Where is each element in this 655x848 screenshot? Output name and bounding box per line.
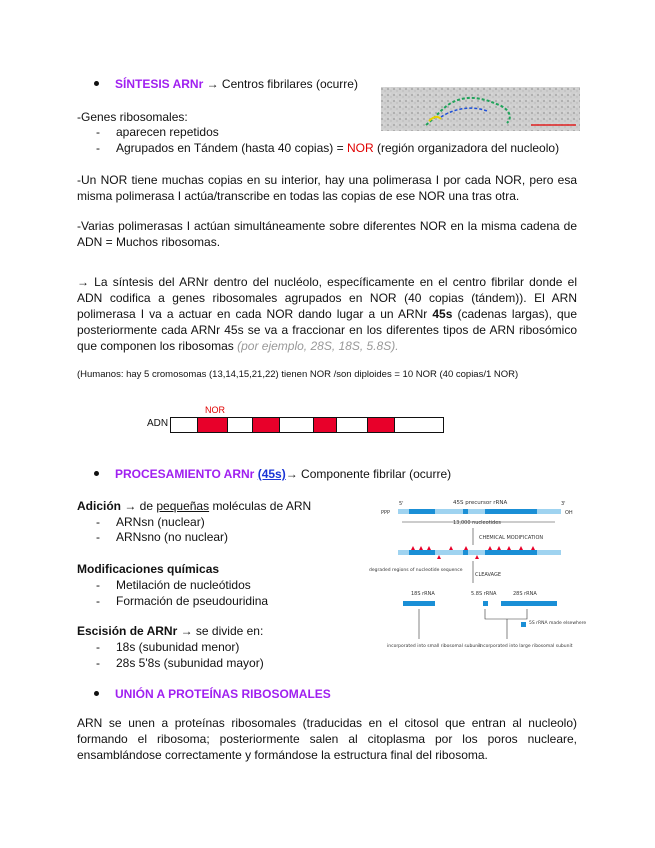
micrograph-image [381, 87, 580, 131]
escision-title: Escisión de ARNr [77, 624, 178, 638]
modificaciones-title: Modificaciones químicas [77, 562, 220, 576]
adicion-title: Adición [77, 499, 121, 513]
label-length: 13,000 nucleotides [453, 520, 501, 526]
label-oh: OH [565, 510, 573, 516]
genes-item-2 [116, 140, 559, 156]
label-5s: 5S rRNA made elsewhere [529, 621, 587, 626]
nor-segment [313, 418, 337, 432]
bullet [94, 691, 99, 696]
sintesis-title: SÍNTESIS ARNr [115, 77, 204, 91]
label-degraded: degraded regions of nucleotide sequence [369, 568, 463, 573]
dash: - [96, 656, 100, 670]
label-28s: 28S rRNA [513, 591, 537, 597]
dash: - [96, 125, 100, 139]
dash: - [96, 530, 100, 544]
sintesis-para-bold: 45s [432, 307, 453, 321]
final-58s [483, 601, 488, 606]
sintesis-para-example: (por ejemplo, 28S, 18S, 5.8S). [237, 339, 399, 353]
label-3prime: 3' [561, 501, 566, 507]
micrograph-drawing [381, 87, 580, 131]
label-large-subunit: incorporated into large ribosomal subunit [479, 644, 573, 649]
paragraph-nor-copies: -Un NOR tiene muchas copias en su interior, hay una polimerasa I por cada NOR, pero esa misma polimerasa I actúa/transcribe en todas las copias de ese NOR una tras otra. [77, 173, 577, 203]
dash: - [96, 515, 100, 529]
procesamiento-arrow-text: → Componente fibrilar (ocurre) [285, 467, 452, 481]
genes-item-2-text: Agrupados en Tándem (hasta 40 copias) = [116, 141, 344, 155]
escision-heading [77, 623, 263, 639]
sintesis-arrow-text: → Centros fibrilares (ocurre) [206, 77, 358, 91]
label-58s: 5.8S rRNA [471, 591, 497, 597]
label-chem-mod: CHEMICAL MODIFICATION [479, 535, 544, 541]
bullet [94, 81, 99, 86]
dna-nor-label: NOR [205, 405, 225, 415]
modified-58s [463, 550, 468, 555]
esc-item-1: 18s (subunidad menor) [116, 640, 240, 654]
label-ppp: PPP [381, 510, 391, 516]
dna-strand [170, 417, 444, 433]
paragraph-polimerasas: -Varias polimerasas I actúan simultáneamente sobre diferentes NOR en la misma cadena de ADN = Muchos ribosomas. [77, 219, 577, 249]
dash: - [96, 141, 100, 155]
label-precursor: 45S precursor rRNA [453, 500, 508, 506]
adicion-arrow: → de [124, 499, 154, 513]
dash: - [96, 594, 100, 608]
final-18s [403, 601, 435, 606]
precursor-18s [409, 509, 435, 514]
adicion-rest: moléculas de ARN [212, 499, 312, 513]
paragraph-sintesis [77, 274, 577, 354]
dash: - [96, 578, 100, 592]
adicion-heading [77, 498, 311, 514]
section-title-sintesis [115, 76, 358, 92]
nor-segment [367, 418, 395, 432]
humans-note: (Humanos: hay 5 cromosomas (13,14,15,21,22) tienen NOR /son diploides = 10 NOR (40 copias/1 NOR) [77, 369, 519, 380]
genes-item-1: aparecen repetidos [116, 125, 219, 139]
label-cleavage: CLEAVAGE [475, 572, 502, 578]
mod-item-2: Formación de pseudouridina [116, 594, 269, 608]
precursor-28s [485, 509, 537, 514]
procesamiento-link[interactable]: (45s) [257, 467, 286, 481]
section-title-procesamiento [115, 466, 451, 482]
esc-item-2: 28s 5'8s (subunidad mayor) [116, 656, 264, 670]
dna-label: ADN [147, 418, 169, 429]
escision-rest: → se divide en: [180, 624, 264, 638]
nor-segment [252, 418, 280, 432]
dash: - [96, 640, 100, 654]
precursor-58s [463, 509, 468, 514]
sintesis-para-b: (cadenas largas), que posteriormente cada ARNr 45s se va a fraccionar en los diferentes tipos de ARN ribosómico que componen los ribosomas [77, 307, 577, 353]
genes-label: -Genes ribosomales: [77, 110, 188, 124]
modified-18s [409, 550, 435, 555]
rrna-processing-diagram [367, 495, 587, 663]
section-title-union: UNIÓN A PROTEÍNAS RIBOSOMALES [115, 687, 331, 701]
procesamiento-title: PROCESAMIENTO ARNr [115, 467, 255, 481]
mod-item-1: Metilación de nucleótidos [116, 578, 251, 592]
final-28s [501, 601, 557, 606]
adicion-underlined: pequeñas [156, 499, 210, 513]
rrna-diagram-svg [367, 495, 587, 663]
label-small-subunit: incorporated into small ribosomal subunit [387, 644, 482, 649]
label-5prime: 5' [399, 501, 404, 507]
bracket-large [485, 609, 527, 639]
bullet [94, 471, 99, 476]
label-18s: 18S rRNA [411, 591, 435, 597]
adicion-item-2: ARNsno (no nuclear) [116, 530, 229, 544]
nor-description: (región organizadora del nucleolo) [376, 141, 560, 155]
modified-28s [485, 550, 537, 555]
sintesis-para-a: → La síntesis del ARNr dentro del nucléolo, específicamente en el centro fibrilar donde el ADN codifica a genes ribosomales agrupados en NOR (40 copias (tándem)). El ARN polimerasa I va a actuar en cada NOR dando lugar a un ARNr [77, 275, 577, 321]
marker-5s [521, 622, 526, 627]
adicion-item-1: ARNsn (nuclear) [116, 515, 205, 529]
nor-segment [197, 418, 228, 432]
paragraph-union: ARN se unen a proteínas ribosomales (traducidas en el citosol que entran al nucleolo) formando el ribosoma; posteriormente salen al citoplasma por los poros nucleare, ensamblándose correctamente y formándose la estructura final del ribosoma. [77, 716, 577, 762]
nor-word: NOR [346, 141, 374, 155]
